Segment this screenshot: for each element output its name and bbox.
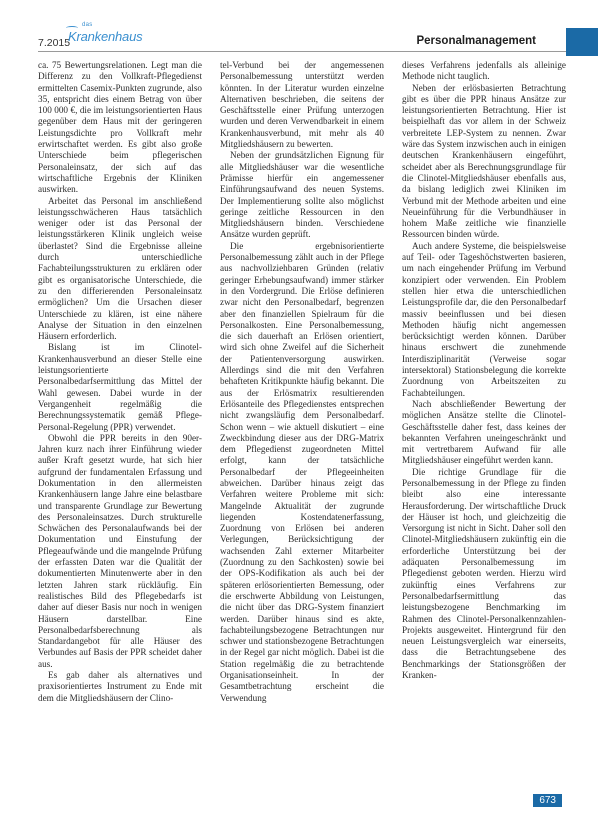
page-number: 673 [533,794,562,807]
header-divider [38,51,566,52]
paragraph: tel-Verbund bei der angemessenen Personalbemessung unterstützt werden könnten. In der Literatur wurden einzelne Alternativen beschrieben, die seitens der Geschäftsstelle einer Prüfung unterzogen wurden und deren Verwendbarkeit in einem Krankenhausverbund, mit mehr als 40 Mitgliedshäusern zu bewerten. [220,60,384,150]
page-header [0,0,598,52]
section-title: Personalmanagement [416,35,536,47]
paragraph: Obwohl die PPR bereits in den 90er-Jahren kurz nach ihrer Einführung wieder außer Kraft gesetzt wurde, hat sich hier aufgrund der fundamentalen Erfassung und Dokumentation in den allermeisten Krankenhäusern lange Jahre eine belastbare und transparente Grundlage zur Bewertung des Personaleinsatzes. Durch strukturelle Schwächen des Personalaufwands bei der Dokumentation und Einstufung der Pflegeaufwände und die mangelnde Prüfung der erfassten Daten war die Qualität der dokumentierten Minutenwerte aber in den letzten Jahren stark rückläufig. Ein realistisches Bild des Pflegebedarfs ist daher auf dieser Basis nur noch in wenigen Häusern darstellbar. Eine Personalbedarfsberechnung als Standardangebot für alle Häuser des Verbundes auf Basis der PPR scheidet daher aus. [38,432,202,669]
logo-main-text: Krankenhaus [68,29,143,44]
logo-small-text: das [82,22,93,28]
text-column-1 [38,60,202,704]
paragraph: Auch andere Systeme, die beispielsweise auf Teil- oder Tageshöchstwerten basieren, um nach eingehender Prüfung im Verbund konzipiert oder verwenden. Ein Problem stellen hier etwa die unterschiedlichen Leistungsprofile dar, die den Personalbedarf massiv beeinflussen und bei diesen Methoden häufig nicht angemessen berücksichtigt werden können. Darüber hinaus erschwert die zunehmende Interdisziplinarität (Verweise sogar intersektoral) Stationsbelegung die korrekte Zuordnung von Arbeitszeiten zu Fachabteilungen. [402,240,566,398]
section-color-tab [566,28,598,56]
paragraph: Neben der grundsätzlichen Eignung für alle Mitgliedshäuser war die wesentliche Prämisse hierfür ein angemessener Einführungsaufwand des neuen Systems. Der Implementierung sollte also möglichst geringe zeitliche Ressourcen in den Mitgliedshäusern binden. Verschiedene Ansätze wurden geprüft. [220,150,384,240]
paragraph: Es gab daher als alternatives und praxisorientiertes Instrument zu Ende mit dem die Mitgliedshäusern der Clino- [38,670,202,703]
paragraph: Die ergebnisorientierte Personalbemessung zählt auch in der Pflege aus nachvollziehbaren Gründen (relativ geringer Erhebungsaufwand) immer stärker in den Vordergrund. Die Erlöse definieren zwar nicht den Personalbedarf, begrenzen aber den finanziellen Spielraum für die Personalkosten. Eine Personalbemessung, die sich dauerhaft an Erlösen orientiert, wird sich ohne Zweifel auf die Sicherheit der Patientenversorgung auswirken. Allerdings sind die mit den Verfahren behafteten Kritikpunkte häufig bekannt. Die aus der Erlösmatrix resultierenden Erlösanteile des Pflegedienstes entsprechen nicht zwangsläufig dem Personalbedarf. Schon wenn – wie aktuell diskutiert – eine Zweckbindung dieser aus der DRG-Matrix dem Pflegedienst zugeordneten Mittel erfolgt, kann der tatsächliche Personalbedarf der Pflegeeinheiten abweichen. Darüber hinaus zeigt das Verfahren weitere Probleme mit sich: Mangelnde Aktualität der zugrunde liegenden Kostendatenerfassung, Zuordnung von Erlösen bei anderen Verlegungen, Berücksichtigung der wachsenden Zahl externer Mitarbeiter (Zuordnung zu den Sachkosten) sowie bei der OPS-Kodifikation als auch bei der späteren erlösorientierten Bemessung, oder die erschwerte Abbildung von Leistungen, die nicht über das DRG-System finanziert werden. Darüber hinaus sind es akte, fachabteilungsbezogene Betrachtungen nur schwer und stationsbezogene Betrachtungen in der Regel gar nicht möglich. Dabei ist die Station regelmäßig die zu betrachtende Organisationseinheit. In der Gesamtbetrachtung erscheint die Verwendung [220,240,384,703]
article-body [38,60,566,800]
paragraph: Die richtige Grundlage für die Personalbemessung in der Pflege zu finden bleibt also eine interessante Herausforderung. Der wirtschaftliche Druck der Häuser ist hoch, und gleichzeitig die Versorgung ist nicht in Sicht. Daher soll den Clinotel-Mitgliedshäusern zukünftig ein die erforderliche Unterstützung bei der adäquaten Personalbemessung im Pflegedienst geboten werden. Hierzu wird zukünftig eines Verfahrens zur Personalbedarfsermittlung das leistungsbezogene Benchmarking im Rahmen des Clinotel-Personalkennzahlen-Projekts ausgeweitet. Hintergrund für den neuen Leistungsvergleich war einerseits, dass die Betrachtungsebene des Benchmarkings der Stationsgrößen der Kranken- [402,466,566,681]
text-column-2 [220,60,384,704]
issue-number: 7.2015 [38,37,71,49]
paragraph: Neben der erlösbasierten Betrachtung gibt es über die PPR hinaus Ansätze zur leistungsorientierten Betrachtung. Hier ist beispielhaft das vor allem in der Schweiz verbreitete LEP-System zu nennen. Zwar wäre das System inzwischen auch in einigen deutschen Krankenhäusern eingeführt, scheidet aber als Berechnungsgrundlage für die Clinotel-Mitgliedshäuser ebenfalls aus, da bislang lediglich zwei Kliniken im Verbund mit der Methode arbeiten und eine Neueinführung für die Verbundhäuser in hohem Maße zeitliche wie finanzielle Ressourcen binden würde. [402,82,566,240]
paragraph: Arbeitet das Personal im anschließend leistungsschwächeren Haus tatsächlich weniger oder ist das Personal der leistungsstärkeren Klinik ungleich weise überlastet? Sind die Ergebnisse alleine durch unterschiedliche Fachabteilungsstrukturen zu erklären oder gibt es organisatorische Unterschiede, die zu den differierenden Personaleinsatz ermöglichen? Um die Ursachen dieser Unterschiede zu klären, ist eine nähere Analyse der Situation in den einzelnen Häusern erforderlich. [38,195,202,342]
text-column-3 [402,60,566,681]
paragraph: Nach abschließender Bewertung der möglichen Ansätze stellte die Clinotel-Geschäftsstelle daher fest, dass keines der bekannten Verfahren uneingeschränkt und mit vertretbarem Aufwand für alle Mitgliedshäuser eingeführt werden kann. [402,398,566,466]
paragraph: dieses Verfahrens jedenfalls als alleinige Methode nicht tauglich. [402,60,566,82]
paragraph: Bislang ist im Clinotel-Krankenhausverbund an dieser Stelle eine leistungsorientierte Personalbedarfsermittlung das Mittel der Wahl gewesen. Dabei wurde in der Vergangenheit regelmäßig die Berechnungssystematik gemäß Pflege-Personal-Regelung (PPR) verwendet. [38,342,202,432]
paragraph: ca. 75 Bewertungsrelationen. Legt man die Differenz zu den Vollkraft-Pflegedienst ermittelten Casemix-Punkten zugrunde, also 35, entspricht dies einem Betrag von über 100 000 €, die im leistungsorientierten Haus gegenüber dem Haus mit der geringeren Leistungsdichte pro Vollkraft mehr erwirtschaftet werden. Es gibt also große Unterschiede beim pflegerischen Personaleinsatz, der sich auf das wirtschaftliche Ergebnis der Kliniken auswirken. [38,60,202,195]
